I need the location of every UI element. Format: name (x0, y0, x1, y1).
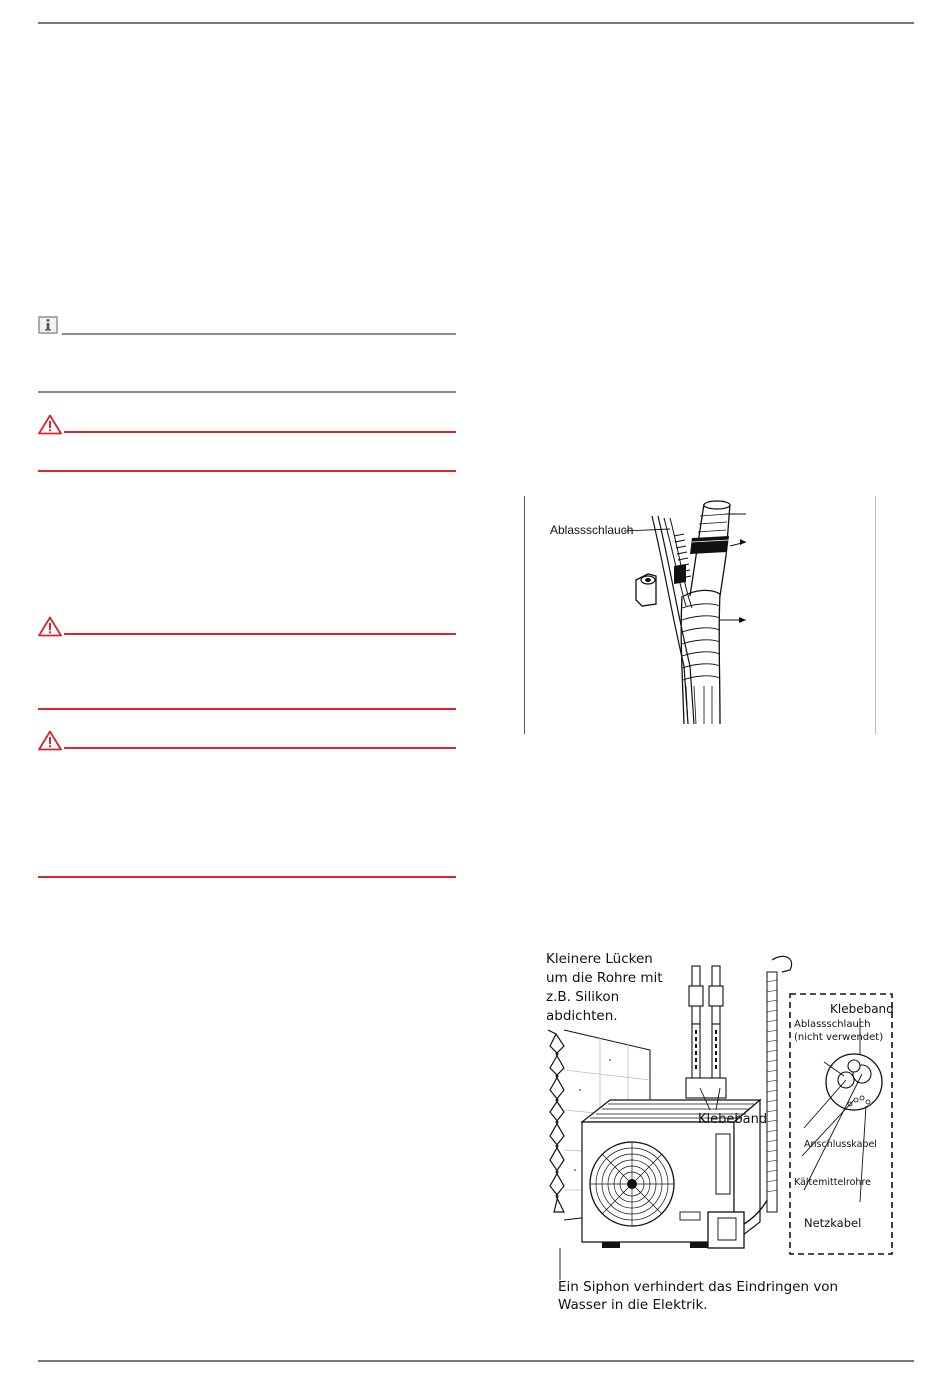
detail-label-power-cable: Netzkabel (804, 1216, 862, 1230)
pipe-cross-section (826, 1054, 882, 1110)
figure-pipe-bundle (524, 496, 878, 736)
label-drain-hose: Ablassschlauch (550, 523, 634, 537)
refrigerant-pipes (686, 966, 726, 1098)
warning-3-top-rule (64, 747, 456, 749)
warning-note-1 (38, 412, 456, 474)
info-note (38, 316, 456, 396)
detail-label-refrigerant-pipes: Kältemittelrohre (794, 1177, 871, 1188)
warning-triangle-icon (38, 730, 62, 751)
siphon-note (558, 1278, 838, 1314)
warning-1-top-rule (64, 431, 456, 433)
warning-2-top-rule (64, 633, 456, 635)
warning-note-3 (38, 728, 456, 882)
info-icon (38, 316, 58, 334)
label-tape: Klebeband (698, 1112, 768, 1127)
fan-grille (590, 1142, 674, 1226)
seal-note-line-3: z.B. Silikon (546, 989, 620, 1005)
seal-note-line-1: Kleinere Lücken (546, 951, 653, 967)
detail-label-drain-line-2: (nicht verwendet) (794, 1032, 884, 1043)
tape-wraps (682, 604, 720, 680)
seal-note-line-4: abdichten. (546, 1008, 618, 1024)
seal-note-line-2: um die Rohre mit (546, 970, 663, 986)
info-note-top-rule (62, 333, 456, 335)
warning-2-bottom-rule (38, 708, 456, 710)
warning-triangle-icon (38, 616, 62, 637)
footer-rule (38, 1360, 914, 1362)
detail-label-drain (794, 1018, 883, 1044)
detail-label-connection-cable: Anschlusskabel (804, 1139, 877, 1150)
wall-outline (548, 1030, 564, 1212)
warning-triangle-icon (38, 414, 62, 435)
header-rule (38, 22, 914, 24)
detail-label-drain-line-1: Ablassschlauch (794, 1019, 871, 1030)
warning-1-bottom-rule (38, 470, 456, 472)
seal-note (546, 950, 663, 1026)
siphon-note-line-1: Ein Siphon verhindert das Eindringen von (558, 1279, 839, 1295)
siphon-note-line-2: Wasser in die Elektrik. (558, 1297, 708, 1313)
warning-note-2 (38, 614, 456, 714)
detail-label-tape: Klebeband (830, 1002, 894, 1016)
figure-outdoor-unit (520, 950, 900, 1320)
warning-3-bottom-rule (38, 876, 456, 878)
info-note-bottom-rule (38, 391, 456, 393)
